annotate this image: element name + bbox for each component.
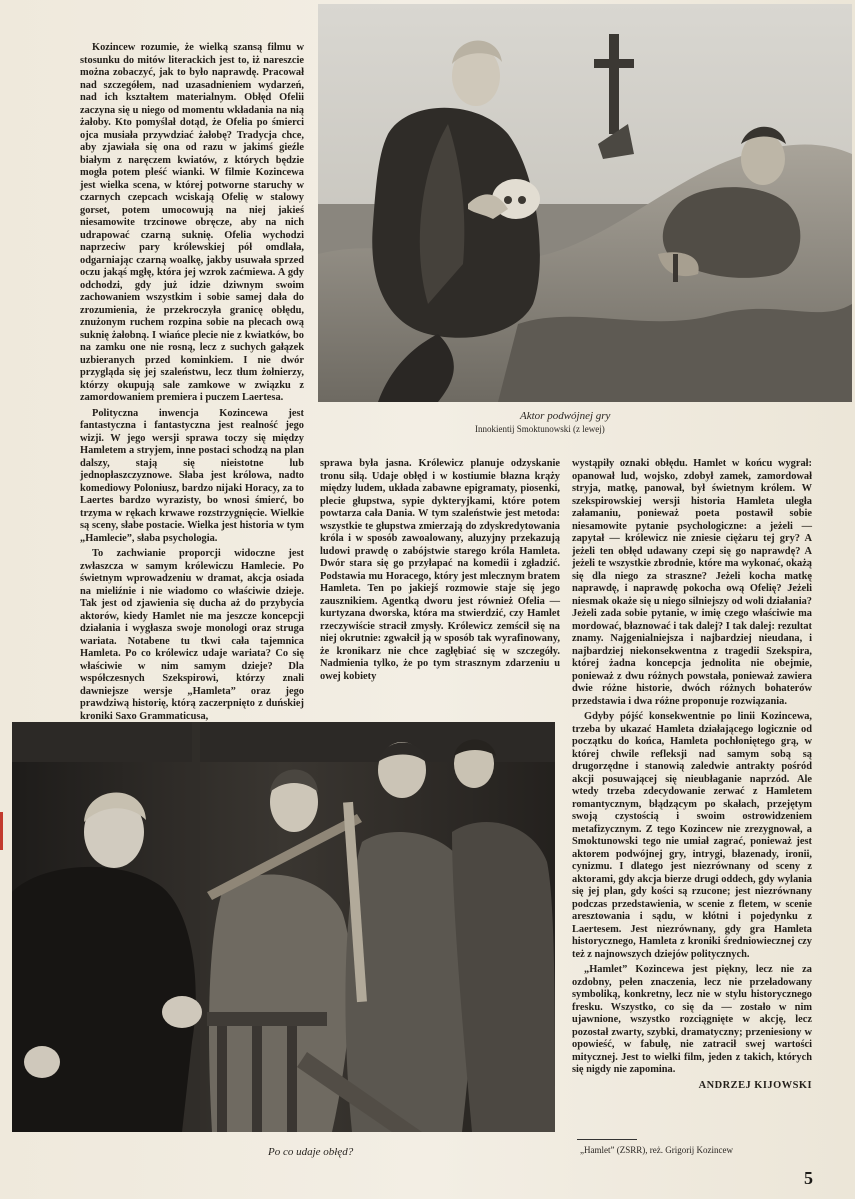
paragraph: Gdyby pójść konsekwentnie po linii Kozincewa, trzeba by ukazać Hamleta działającego logicznie od początku do końca, Hamleta pochłoniętego grą, w której chwile refleksji nad samym sobą są drugorzędne i stanowią zaledwie antrakty pośród akcji posuwającej się nieubłaganie naprzód. Ale wtedy trzeba zdecydowanie zerwać z Hamletem romantycznym, błądzącym po skałach, przejętym swoją czystością i swoim ostrowidzeniem metafizycznym. Z tego Kozincew nie zrezygnował, a Smoktunowski tego nie umiał zagrać, ponieważ jest aktorem podwójnej gry, intrygi, błazenady, ironii, cynizmu. I dlatego jest niezrównany od sceny z aktorami, gdy akcja bierze drugi oddech, gdy wylania się jej plan, gdy kości są rzucone; jest niezrównany podczas przedstawienia, w scenie z fletem, w scenie aresztowania i sądu, w kłótni i pojedynku z Laertesem. Jest niezrównany, gdy gra Hamleta historycznego, Hamleta z kroniki średniowiecznej czy też z najnowszych dziejów politycznych.	[572, 711, 812, 960]
film-credit: „Hamlet” (ZSRR), reż. Grigorij Kozincew	[580, 1145, 733, 1155]
article-column-2	[320, 458, 560, 720]
photo1-caption: Aktor podwójnej gry	[520, 410, 611, 422]
paragraph: wystąpiły oznaki obłędu. Hamlet w końcu wygrał: opanował lud, wojsko, zdobył zamek, zamordował stryja, matkę, panował, był świetnym królem. W szekspirowskiej wersji historia Hamleta uległa załamaniu, ponieważ poeta postawił sobie niesamowite pytanie psychologiczne: a jeżeli — zapytał — królewicz nie zniesie ciężaru tej gry? A jeżeli ten obłęd udawany czepi się go naprawdę? A jeżeli te wszystkie zbrodnie, które ma wykonać, okażą się dla niego za straszne? Jeżeli kocha matkę naprawdę, i naprawdę pokocha ową Ofelię? Jeżeli niesmak okaże się u niego silniejszy od woli działania? Jeżeli zada sobie pytanie, w imię czego właściwie ma mordować, błaznować i tak dalej? I tak dalej: rezultat znamy. Najgenialniejsza i najbardziej nieudana, i najbardziej niekonsekwentna z tragedii Szekspira, której żadna koncepcja jednolita nie obejmie, ponieważ z dwu różnych powstała, ponieważ zawiera dwie różne historie, dwóch różnych bohaterów przedstawia i dwa różne proponuje rozwiązania.	[572, 458, 812, 707]
photo1-credit: Innokientij Smoktunowski (z lewej)	[475, 424, 605, 434]
article-column-1	[80, 42, 304, 722]
paragraph: Polityczna inwencja Kozincewa jest fantastyczna i fantastyczna jest realność jego wizji. W jego wersji sprawa toczy się między Hamletem a stryjem, inne postaci schodzą na plan dalszy, stają się nieistotne lub jednopłaszczyznowe. Słaba jest królowa, nadto komediowy Poloniusz, bardzo nijaki Horacy, za to Laertes bardzo wyrazisty, bo wnosi śmierć, bo trzyma w rękach krwawe rozstrzygnięcie. Wielkie są sceny, słabe postacie. Wielka jest historia w tym „Hamlecie”, słaba psychologia.	[80, 407, 304, 544]
article-column-3	[572, 458, 812, 1138]
paragraph: To zachwianie proporcji widoczne jest zwłaszcza w samym królewiczu Hamlecie. Po świetnym wprowadzeniu w dramat, akcja osiada na mieliźnie i nie wiadomo co właściwie dzieje. Tak jest od zjawienia się ducha aż do przybycia aktorów, kiedy Hamlet nie ma jeszcze koncepcji działania i wygłasza swoje monologi oraz struga wariata. Notabene tu tkwi cała tajemnica Hamleta. Po co królewicz udaje wariata? Co się właściwie w nim samym dzieje? Dla współczesnych Szekspirowi, którzy znali dawniejsze wersje „Hamleta” oraz jego prawdziwą historię, którą zaczerpnięto z duńskiej kroniki Saxo Grammaticusa,	[80, 548, 304, 722]
credit-divider	[577, 1139, 637, 1140]
page-number: 5	[804, 1168, 813, 1188]
photo2-caption: Po co udaje obłęd?	[268, 1146, 354, 1158]
photo-hamlet-with-skull	[318, 4, 852, 402]
paragraph: Kozincew rozumie, że wielką szansą filmu w stosunku do mitów literackich jest to, iż nareszcie można zobaczyć, jak to było naprawdę. Pracował nad szczegółem, nad uzasadnieniem wydarzeń, nad ich kształtem materialnym. Obłęd Ofelii zaczyna się u niego od momentu wkładania na nią żałoby. Kto pomyślał dotąd, że Ofelia po śmierci ojca musiała przywdziać żałobę? Tradycja chce, aby zjawiała się ona od razu w jakimś gieźle białym z naręczem kwiatów, z których będzie mogła potem pleść wianki. W filmie Kozincewa jest wielka scena, w której potworne staruchy w czarnych czepcach wciskają Ofelię w stalowy gorset, potem umocowują na niej jakieś niesamowite trzcinowe obręcze, aby na nich udrapować czarną suknię. Ofelia wychodzi naprzeciw pary królewskiej pół omdlała, odgarniając czarną woalkę, jakby usuwała sprzed oczu jakąś mgłę, która jej wzrok zaćmiewa. A gdy odchodzi, gdy już idzie dziwnym swoim zachowaniem wszystkim i sobie samej dała do zrozumienia, że przekroczyła granicę obłędu, znużonym ruchem rozpina sobie na plecach ową suknię żałobną. I wiańce plecie nie z kwiatków, bo na zamku one nie rosną, lecz z suchych gałązek uzbieranych przed kominkiem. I nie dwór przygląda się jej szaleństwu, lecz tłum żołnierzy, którzy okupują sale zamkowe w związku z zamordowaniem premiera i puczem Laertesa.	[80, 42, 304, 403]
photo-flute-scene	[12, 722, 555, 1132]
page-edge-mark	[0, 812, 3, 850]
author-signature: ANDRZEJ KIJOWSKI	[698, 1079, 812, 1091]
paragraph: „Hamlet” Kozincewa jest piękny, lecz nie za ozdobny, pełen znaczenia, lecz nie przeładowany symboliką, konkretny, lecz nie w stylu historycznego fresku. Wszystko, co się da — zostało w nim ujawnione, wszystko rozciągnięte w akcję, lecz pozostał zwarty, szybki, dramatyczny; przeniesiony w opowieść, w fabułę, nie zatracił swej wartości mitycznej. Jest to wielki film, jeden z takich, których się nigdy nie zapomina.	[572, 964, 812, 1075]
paragraph: sprawa była jasna. Królewicz planuje odzyskanie tronu siłą. Udaje obłęd i w kostiumie błazna krąży między ludem, układa zabawne epigramaty, piosenki, plecie głupstwa, sypie dykteryjkami, które potem powtarza cała Dania. W tym szaleństwie jest metoda: wszystkie te głupstwa zmierzają do zdyskredytowania króla i w sposób zawoalowany, aluzyjny przekazują ludowi prawdę o zabójstwie starego króla Hamleta. Dwór stara się go przyłapać na komedii i zgładzić. Podstawia mu Horacego, który jest mlecznym bratem Hamleta. Ten po jakiejś rozmowie staje się jego zausznikiem. Agentką dworu jest również Ofelia — kurtyzana dworska, która ma stwierdzić, czy Hamlet rzeczywiście stracił zmysły. Królewicz zemścił się na niej okrutnie: zgwałcił ją w sposób tak wyrafinowany, że kronikarz nie chce zagłębiać się w szczegóły. Nadmienia tylko, że po tym strasznym zdarzeniu u owej kobiety	[320, 458, 560, 682]
